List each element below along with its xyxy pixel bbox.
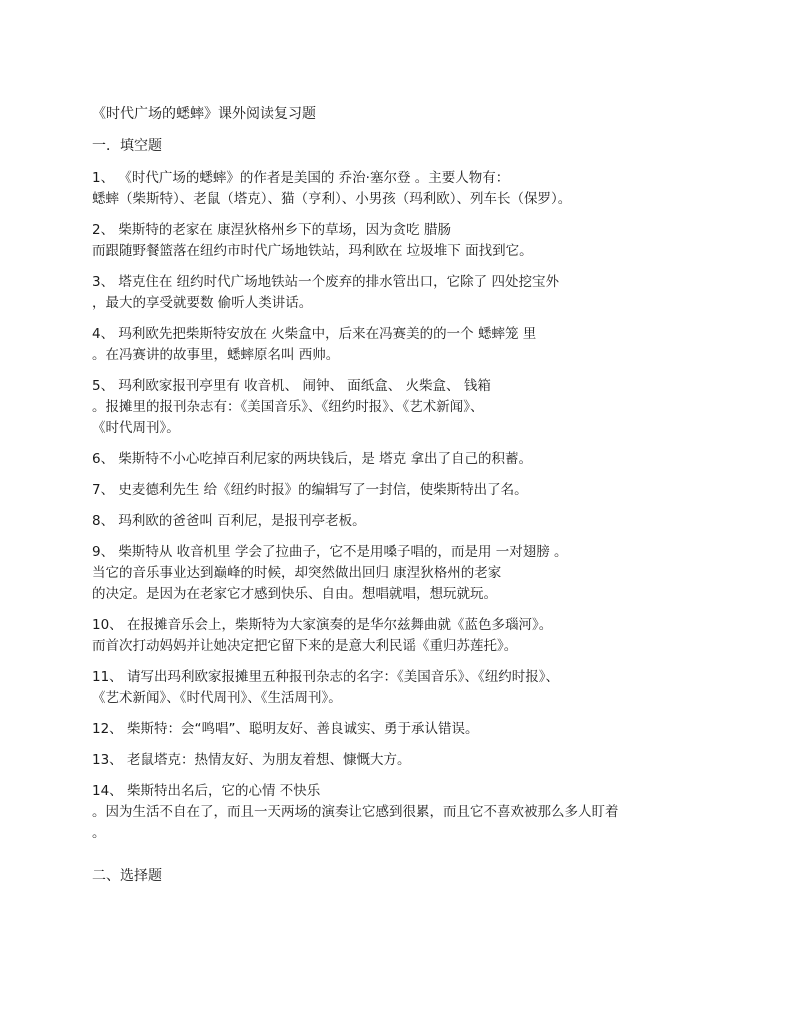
question-list — [92, 168, 754, 854]
question-line: 7、 史麦德利先生 给《纽约时报》的编辑写了一封信，使柴斯特出了名。 — [92, 482, 528, 498]
question-spacer — [92, 439, 754, 449]
question-line: 的决定。是因为在老家它才感到快乐、自由。想唱就唱，想玩就玩。 — [92, 586, 497, 602]
question-line: 。在冯赛讲的故事里，蟋蟀原名叫 西帅。 — [92, 347, 340, 363]
question-item — [92, 542, 754, 605]
question-spacer — [92, 501, 754, 511]
question-line: 3、 塔克住在 纽约时代广场地铁站一个废弃的排水管出口，它除了 四处挖宝外 — [92, 274, 559, 290]
question-line: 13、 老鼠塔克：热情友好、为朋友着想、慷慨大方。 — [92, 752, 411, 768]
question-line: 2、 柴斯特的老家在 康涅狄格州乡下的草场，因为贪吃 腊肠 — [92, 222, 451, 238]
question-spacer — [92, 657, 754, 667]
document-title: 《时代广场的蟋蟀》课外阅读复习题 — [92, 106, 316, 122]
question-line: ，最大的享受就要数 偷听人类讲话。 — [92, 295, 313, 311]
question-line: 11、 请写出玛利欧家报摊里五种报刊杂志的名字：《美国音乐》、《纽约时报》、 — [92, 669, 559, 685]
question-item — [92, 750, 754, 771]
question-line: 14、 柴斯特出名后，它的心情 不快乐 — [92, 783, 321, 799]
question-item — [92, 220, 754, 262]
question-spacer — [92, 709, 754, 719]
question-spacer — [92, 532, 754, 542]
question-item — [92, 511, 754, 532]
question-spacer — [92, 366, 754, 376]
question-line: 4、 玛利欧先把柴斯特安放在 火柴盒中，后来在冯赛美的的一个 蟋蟀笼 里 — [92, 326, 537, 342]
question-line: 。因为生活不自在了，而且一天两场的演奏让它感到很累，而且它不喜欢被那么多人盯着 — [92, 804, 619, 820]
question-spacer — [92, 314, 754, 324]
question-item — [92, 272, 754, 314]
question-spacer — [92, 262, 754, 272]
question-item — [92, 480, 754, 501]
question-item — [92, 168, 754, 210]
question-line: 6、 柴斯特不小心吃掉百利尼家的两块钱后，是 塔克 拿出了自己的积蓄。 — [92, 451, 532, 467]
question-line: 8、 玛利欧的爸爸叫 百利尼，是报刊亭老板。 — [92, 513, 366, 529]
question-line: 《艺术新闻》、《时代周刊》、《生活周刊》。 — [92, 690, 342, 706]
question-line: 12、 柴斯特：会“鸣唱”、聪明友好、善良诚实、勇于承认错误。 — [92, 721, 479, 737]
question-spacer — [92, 605, 754, 615]
question-line: 。 — [92, 825, 106, 841]
question-spacer — [92, 470, 754, 480]
question-item — [92, 449, 754, 470]
question-line: 《时代周刊》。 — [92, 420, 180, 436]
question-line: 蟋蟀（柴斯特）、老鼠（塔克）、猫（亨利）、小男孩（玛利欧）、列车长（保罗）。 — [92, 191, 572, 207]
question-item — [92, 376, 754, 439]
question-line: 9、 柴斯特从 收音机里 学会了拉曲子，它不是用嗓子唱的，而是用 一对翅膀 。 — [92, 544, 568, 560]
question-line: 5、 玛利欧家报刊亭里有 收音机、 闹钟、 面纸盒、 火柴盒、 钱箱 — [92, 378, 491, 394]
question-line: 而首次打动妈妈并让她决定把它留下来的是意大利民谣《重归苏莲托》。 — [92, 638, 518, 654]
question-spacer — [92, 740, 754, 750]
question-line: 而跟随野餐篮落在纽约市时代广场地铁站，玛利欧在 垃圾堆下 面找到它。 — [92, 243, 533, 259]
question-line: 。报摊里的报刊杂志有：《美国音乐》、《纽约时报》、《艺术新闻》、 — [92, 399, 484, 415]
question-spacer — [92, 210, 754, 220]
question-line: 10、 在报摊音乐会上，柴斯特为大家演奏的是华尔兹舞曲就《蓝色多瑙河》。 — [92, 617, 553, 633]
question-item — [92, 667, 754, 709]
question-spacer — [92, 844, 754, 854]
question-item — [92, 719, 754, 740]
section-heading-multiple-choice: 二、选择题 — [92, 868, 162, 884]
question-item — [92, 324, 754, 366]
question-item — [92, 615, 754, 657]
question-item — [92, 781, 754, 844]
question-line: 当它的音乐事业达到巅峰的时候，却突然做出回归 康涅狄格州的老家 — [92, 565, 502, 581]
question-spacer — [92, 771, 754, 781]
question-line: 1、 《时代广场的蟋蟀》的作者是美国的 乔治·塞尔登 。主要人物有： — [92, 170, 510, 186]
section-heading-fill-blank: 一．填空题 — [92, 138, 162, 154]
